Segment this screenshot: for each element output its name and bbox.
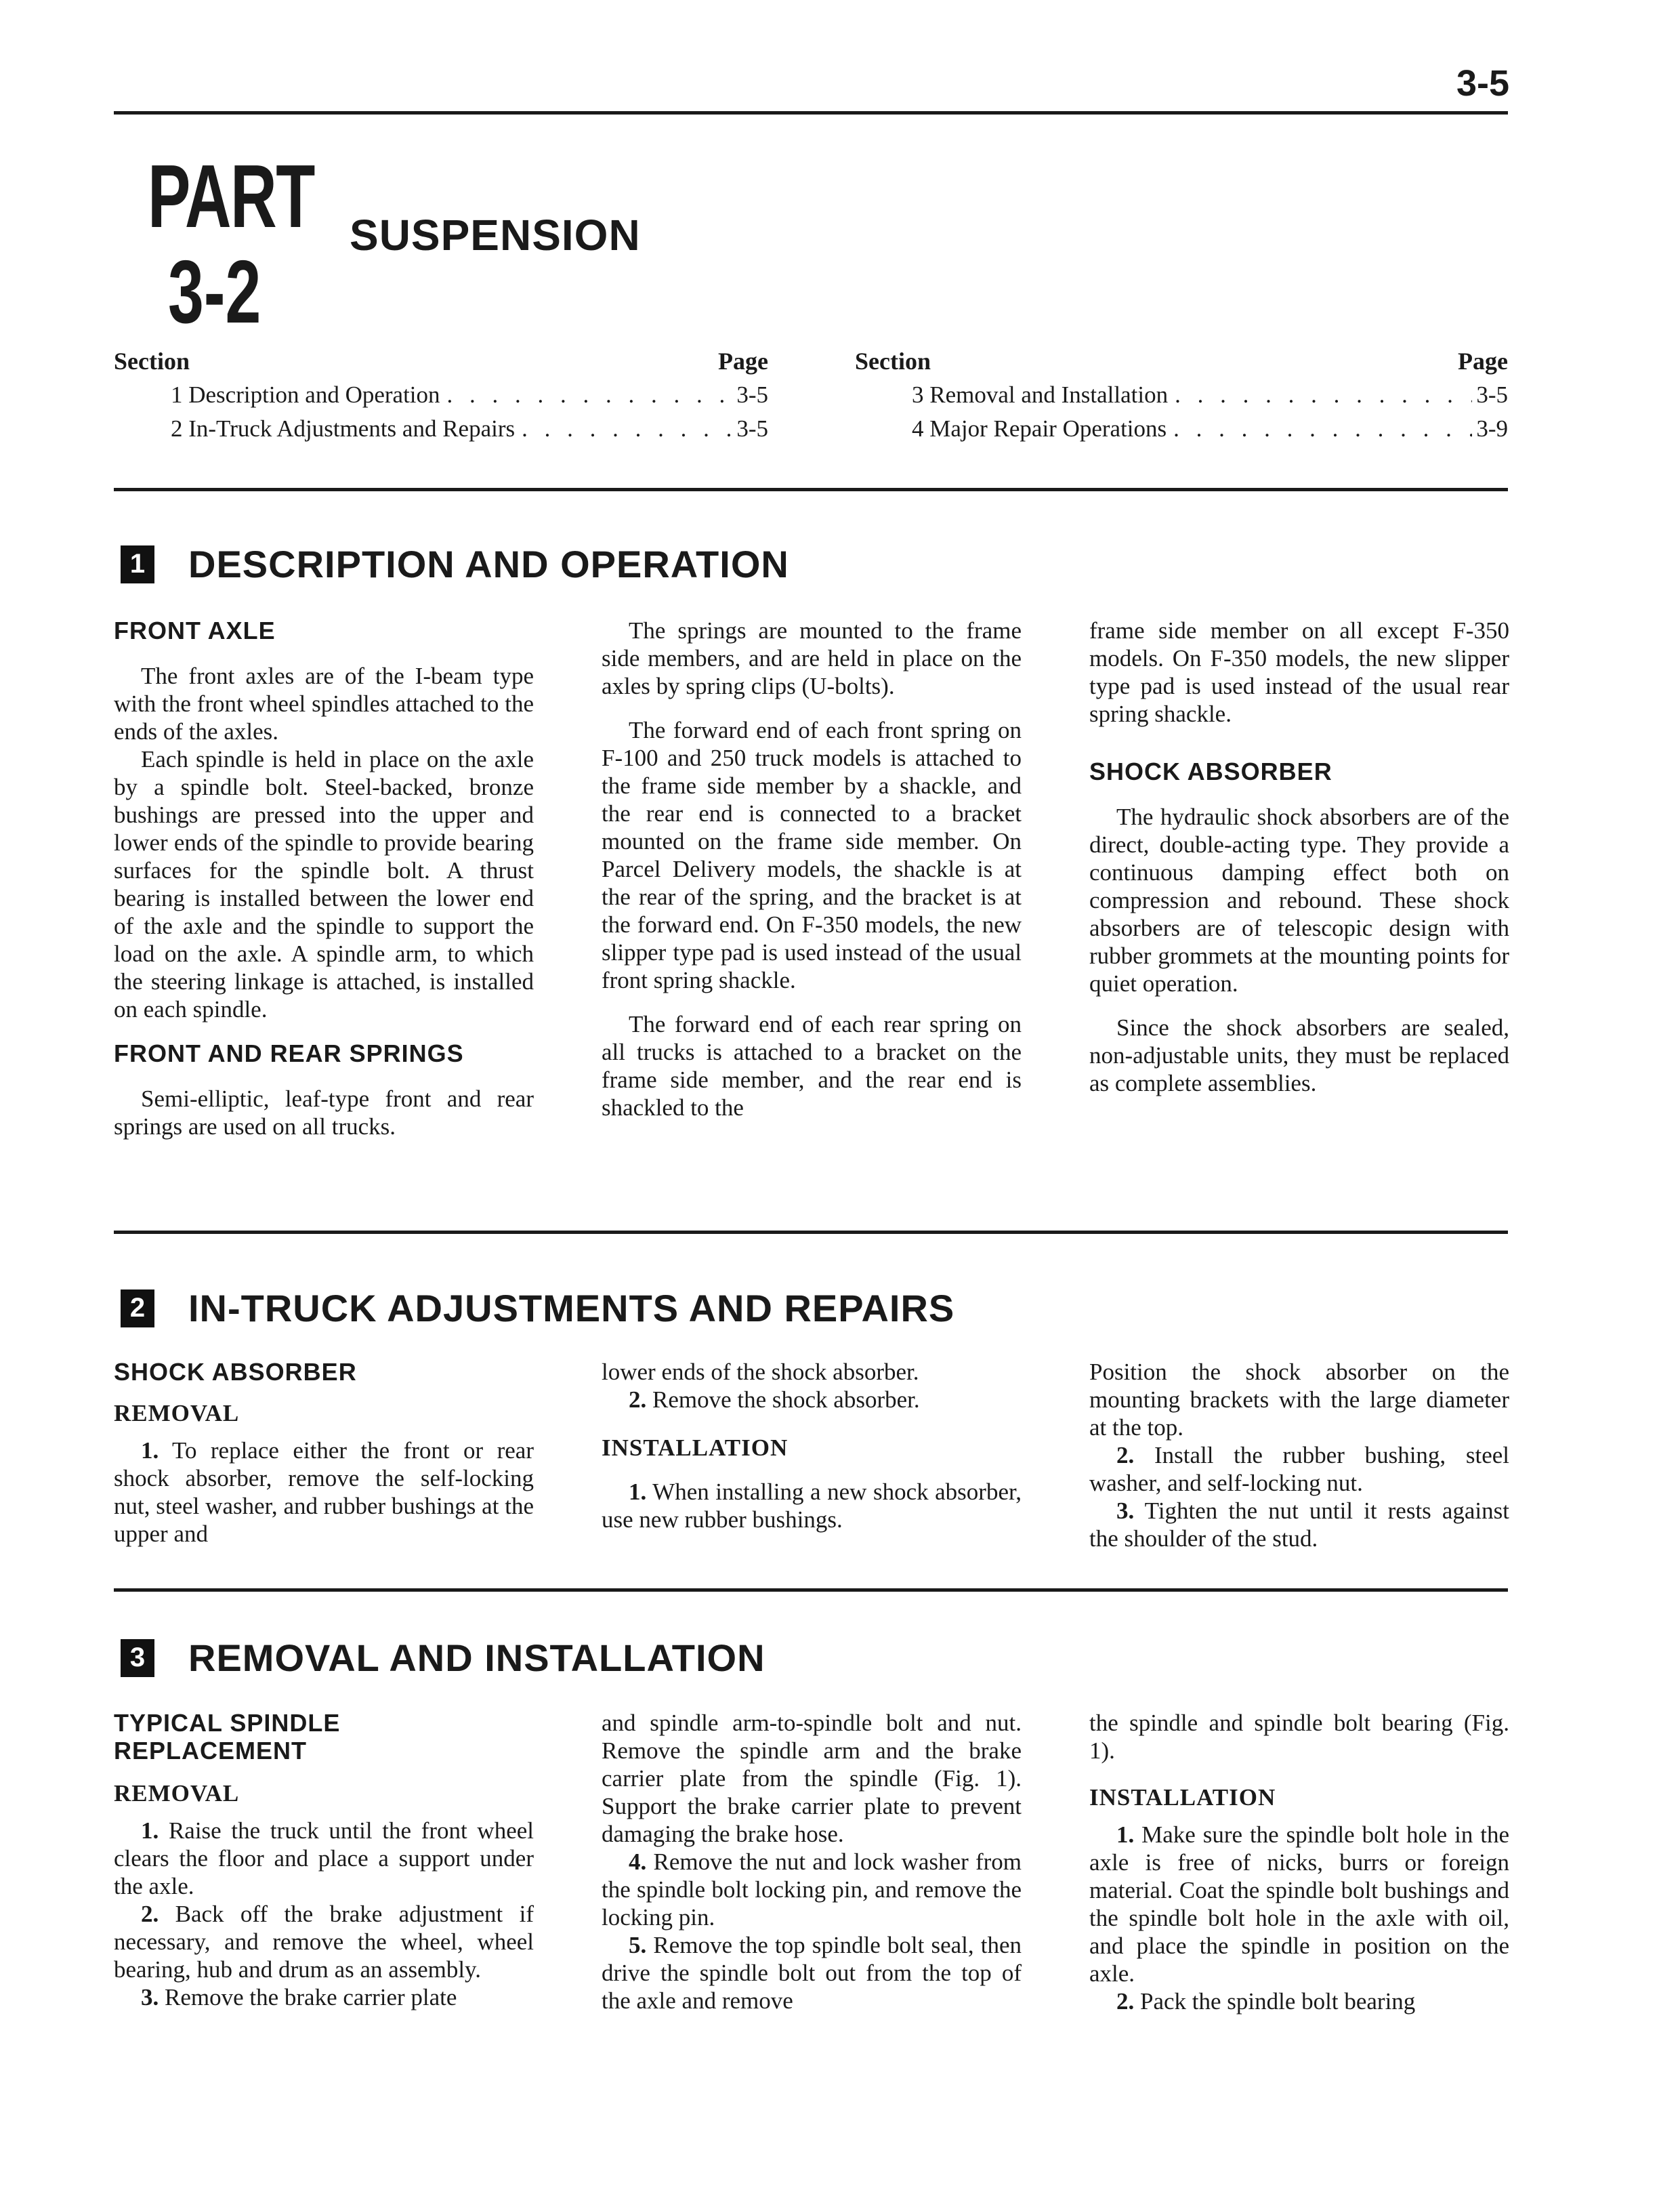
step-text: Raise the truck until the front wheel clears the floor and place a support under the axle. [114,1817,534,1899]
step [602,1848,1022,1931]
step [602,1478,1022,1533]
toc-leader [522,412,732,446]
paragraph: The hydraulic shock absorbers are of the direct, double-acting type. They provide a continuous damping effect both on compression and rebound. These shock absorbers are of telescopic design with rubber grommets at the mounting points for quiet operation. [1089,804,1509,997]
section-badge: 3 [121,1639,154,1677]
toc-leader [447,378,733,412]
step [602,1931,1022,2015]
section-3-column-2 [602,1709,1022,2031]
step-text: Back off the brake adjustment if necessary, and remove the wheel, wheel bearing, hub and drum as an assembly. [114,1901,534,1983]
toc-row-page: 3-5 [736,415,768,442]
step-number: 3. [1116,1498,1135,1524]
step-number: 5. [629,1932,647,1958]
step [1089,1821,1509,1987]
step-number: 1. [141,1817,159,1844]
subheading-springs: FRONT AND REAR SPRINGS [114,1039,464,1067]
subheading-shock-absorber: SHOCK ABSORBER [114,1358,357,1386]
step-text: Remove the nut and lock washer from the spindle bolt locking pin, and remove the locking pin. [602,1849,1022,1931]
step [114,1900,534,1983]
paragraph: The forward end of each rear spring on all trucks is attached to a bracket on the frame side member, and the rear end is shackled to the [602,1011,1022,1121]
toc-row [114,378,768,412]
toc-row-label: 2 In-Truck Adjustments and Repairs [171,415,516,442]
toc-row-page: 3-5 [736,381,768,408]
section-heading [121,1286,954,1330]
step [602,1386,1022,1413]
toc-row-label: 3 Removal and Installation [912,381,1169,408]
toc-row [855,378,1508,412]
subheading-removal: REMOVAL [114,1400,240,1426]
step-text: Remove the top spindle bolt seal, then drive the spindle bolt out from the top of the axle and remove [602,1932,1022,2014]
subheading-line: TYPICAL SPINDLE [114,1709,341,1737]
subheading-installation: INSTALLATION [1089,1784,1276,1811]
toc-row [114,412,768,446]
chapter-title: SUSPENSION [350,211,641,260]
step-text: To replace either the front or rear shock absorber, remove the self-locking nut, steel washer, and rubber bushings at the upper and [114,1437,534,1547]
step-number: 1. [1116,1821,1135,1848]
paragraph: The forward end of each front spring on F-100 and 250 truck models is attached to the frame side member by a shackle, and the rear end is connected to a bracket mounted on the frame side member. On Parcel Delivery models, the shackle is at the rear of the spring, and the bracket is at the forward end. On F-350 models, the new slipper type pad is used instead of the usual front spring shackle. [602,717,1022,993]
toc-header [114,344,768,378]
subheading-removal: REMOVAL [114,1780,240,1807]
toc-page-label: Page [1458,348,1508,375]
step-number: 4. [629,1849,647,1875]
step-text: Install the rubber bushing, steel washer, and self-locking nut. [1089,1442,1509,1496]
step-number: 2. [141,1901,159,1927]
paragraph: The front axles are of the I-beam type with the front wheel spindles attached to the ends of the axles. [114,663,534,745]
paragraph: The springs are mounted to the frame side members, and are held in place on the axles by spring clips (U-bolts). [602,617,1022,699]
step-number: 1. [629,1479,647,1505]
header-rule [114,111,1508,115]
toc-section-label: Section [114,348,190,375]
part-label [148,146,379,343]
paragraph: Position the shock absorber on the mounting brackets with the large diameter at the top. [1089,1359,1509,1441]
subheading-installation: INSTALLATION [602,1434,789,1461]
subheading-spindle-replacement [114,1709,534,1764]
section-title: DESCRIPTION AND OPERATION [188,543,789,585]
subheading-line: REPLACEMENT [114,1737,308,1764]
section-title: REMOVAL AND INSTALLATION [188,1636,765,1679]
step-number: 2. [629,1386,647,1413]
step-text: Remove the shock absorber. [652,1386,920,1413]
step [114,1983,534,2011]
section-badge: 1 [121,545,154,583]
section-1-column-2 [602,617,1022,1138]
toc-leader [1175,378,1472,412]
subheading-shock-absorber: SHOCK ABSORBER [1089,758,1332,785]
step-text: Tighten the nut until it rests against the shoulder of the stud. [1089,1498,1509,1552]
toc-row [855,412,1508,446]
step [114,1817,534,1900]
section-divider [114,1588,1508,1592]
section-divider [114,1231,1508,1234]
section-2-column-2 [602,1358,1022,1550]
section-divider [114,488,1508,491]
step-number: 2. [1116,1988,1135,2015]
paragraph: and spindle arm-to-spindle bolt and nut. Remove the spindle arm and the brake carrier plate from the spindle (Fig. 1). Support the brake carrier plate to prevent damaging the brake hose. [602,1710,1022,1847]
section-3-column-1 [114,1709,534,2027]
paragraph: Since the shock absorbers are sealed, non-adjustable units, they must be replaced as complete assemblies. [1089,1014,1509,1096]
section-title: IN-TRUCK ADJUSTMENTS AND REPAIRS [188,1287,955,1329]
toc-page-label: Page [718,348,768,375]
toc-section-label: Section [855,348,931,375]
step-text: Make sure the spindle bolt hole in the axle is free of nicks, burrs or foreign material. Coat the spindle bolt bushings and the spindle bolt hole in the axle with oil, and place the spindle in position on the axle. [1089,1821,1509,1987]
toc-row-page: 3-5 [1476,381,1508,408]
part-number: 3-2 [168,242,261,342]
step-text: When installing a new shock absorber, use new rubber bushings. [602,1479,1022,1533]
step [1089,1497,1509,1552]
toc-left [114,344,768,446]
paragraph: Semi-elliptic, leaf-type front and rear springs are used on all trucks. [114,1086,534,1140]
paragraph: frame side member on all except F-350 models. On F-350 models, the new slipper type pad is used instead of the usual rear spring shackle. [1089,617,1509,727]
step-number: 1. [141,1437,159,1464]
section-heading [121,542,789,586]
toc-right [855,344,1508,446]
section-1-column-1 [114,617,534,1157]
step-text: Remove the brake carrier plate [165,1984,457,2010]
toc-row-label: 4 Major Repair Operations [912,415,1167,442]
step-number: 2. [1116,1442,1135,1468]
toc-row-page: 3-9 [1476,415,1508,442]
page-number: 3-5 [1456,63,1509,104]
paragraph: lower ends of the shock absorber. [602,1359,919,1385]
paragraph: the spindle and spindle bolt bearing (Fig. 1). [1089,1710,1509,1764]
section-2-column-3 [1089,1358,1509,1569]
step-text: Pack the spindle bolt bearing [1140,1988,1416,2015]
toc-header [855,344,1508,378]
step [1089,1441,1509,1497]
part-word: PART [148,146,314,246]
section-badge: 2 [121,1289,154,1327]
paragraph: Each spindle is held in place on the axle by a spindle bolt. Steel-backed, bronze bushings are pressed into the upper and lower ends of the spindle to provide bearing surfaces for the spindle bolt. A thrust bearing is installed between the lower end of the axle and the spindle to support the load on the axle. A spindle arm, to which the steering linkage is attached, is installed on each spindle. [114,746,534,1023]
step [114,1437,534,1548]
step-number: 3. [141,1984,159,2010]
toc-row-label: 1 Description and Operation [171,381,440,408]
section-2-column-1 [114,1358,534,1564]
section-heading [121,1636,765,1680]
section-3-column-3 [1089,1709,1509,2031]
section-1-column-3 [1089,617,1509,1113]
subheading-front-axle: FRONT AXLE [114,617,276,644]
toc-leader [1173,412,1472,446]
step [1089,1987,1509,2015]
